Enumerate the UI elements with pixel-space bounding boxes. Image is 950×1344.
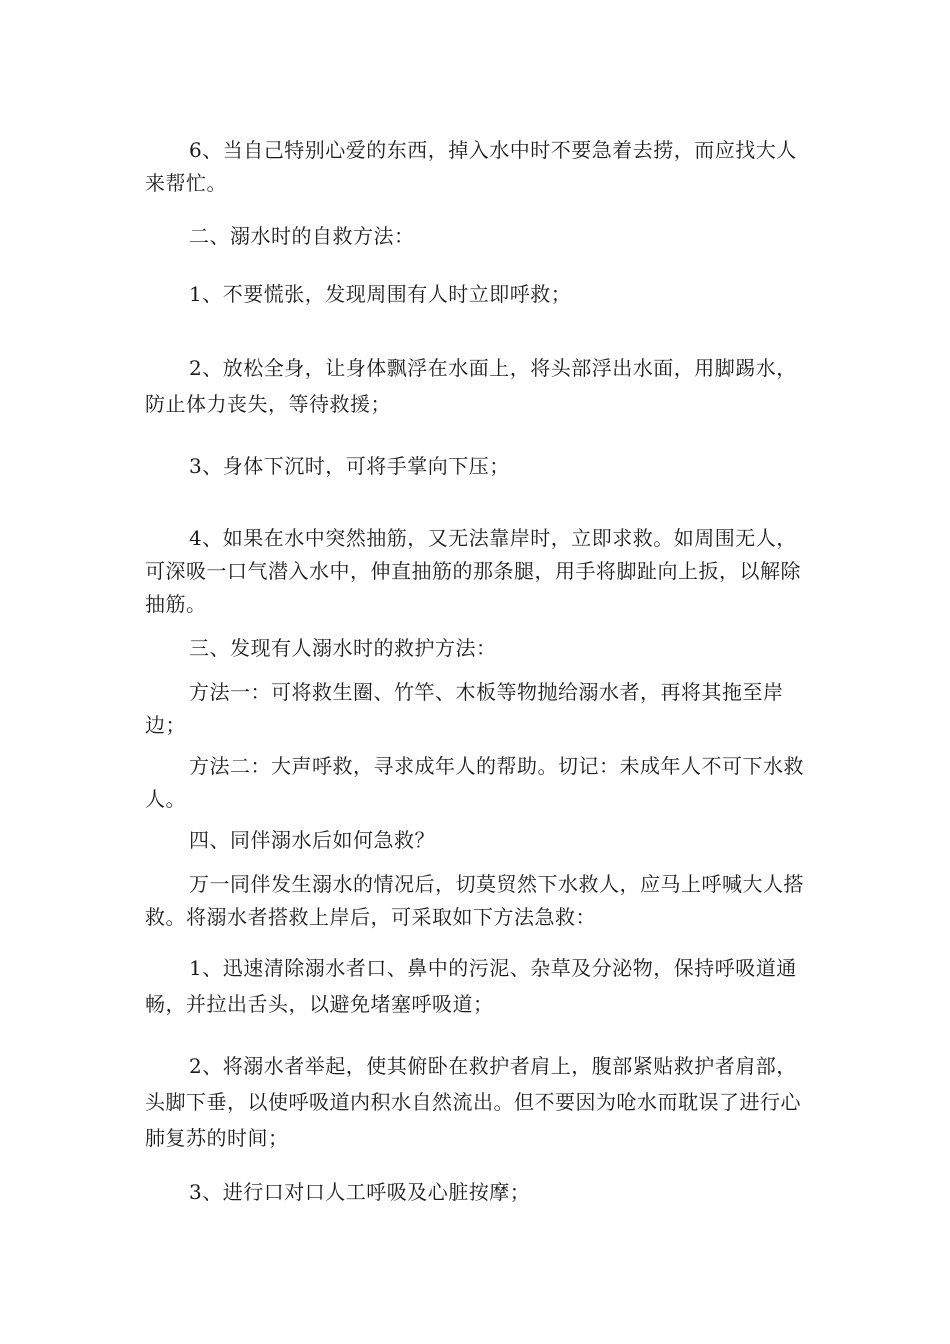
paragraph-self-rescue-2: 2、放松全身，让身体飘浮在水面上，将头部浮出水面，用脚踢水，防止体力丧失，等待救援；	[145, 356, 797, 416]
heading-first-aid: 四、同伴溺水后如何急救？	[189, 828, 435, 852]
paragraph-first-aid-1: 1、迅速清除溺水者口、鼻中的污泥、杂草及分泌物，保持呼吸道通畅，并拉出舌头，以避免堵塞呼吸道；	[145, 956, 797, 1016]
paragraph-self-rescue-3: 3、身体下沉时，可将手掌向下压；	[189, 454, 510, 478]
paragraph-first-aid-intro: 万一同伴发生溺水的情况后，切莫贸然下水救人，应马上呼喊大人搭救。将溺水者搭救上岸后，可采取如下方法急救：	[145, 872, 804, 929]
heading-self-rescue: 二、溺水时的自救方法：	[189, 224, 415, 248]
paragraph-self-rescue-4: 4、如果在水中突然抽筋，又无法靠岸时，立即求救。如周围无人，可深吸一口气潜入水中，伸直抽筋的那条腿，用手将脚趾向上扳，以解除抽筋。	[145, 526, 801, 616]
paragraph-method-1: 方法一：可将救生圈、竹竿、木板等物抛给溺水者，再将其拖至岸边；	[145, 680, 784, 737]
paragraph-valuables: 6、当自己特别心爱的东西，掉入水中时不要急着去捞，而应找大人来帮忙。	[145, 138, 797, 195]
paragraph-self-rescue-1: 1、不要慌张，发现周围有人时立即呼救；	[189, 282, 572, 306]
heading-rescue-methods: 三、发现有人溺水时的救护方法：	[189, 636, 497, 660]
paragraph-method-2: 方法二：大声呼救，寻求成年人的帮助。切记：未成年人不可下水救人。	[145, 754, 804, 811]
paragraph-first-aid-2: 2、将溺水者举起，使其俯卧在救护者肩上，腹部紧贴救护者肩部，头脚下垂，以使呼吸道内积水自然流出。但不要因为呛水而耽误了进行心肺复苏的时间；	[145, 1054, 801, 1150]
paragraph-first-aid-3: 3、进行口对口人工呼吸及心脏按摩；	[189, 1180, 531, 1204]
